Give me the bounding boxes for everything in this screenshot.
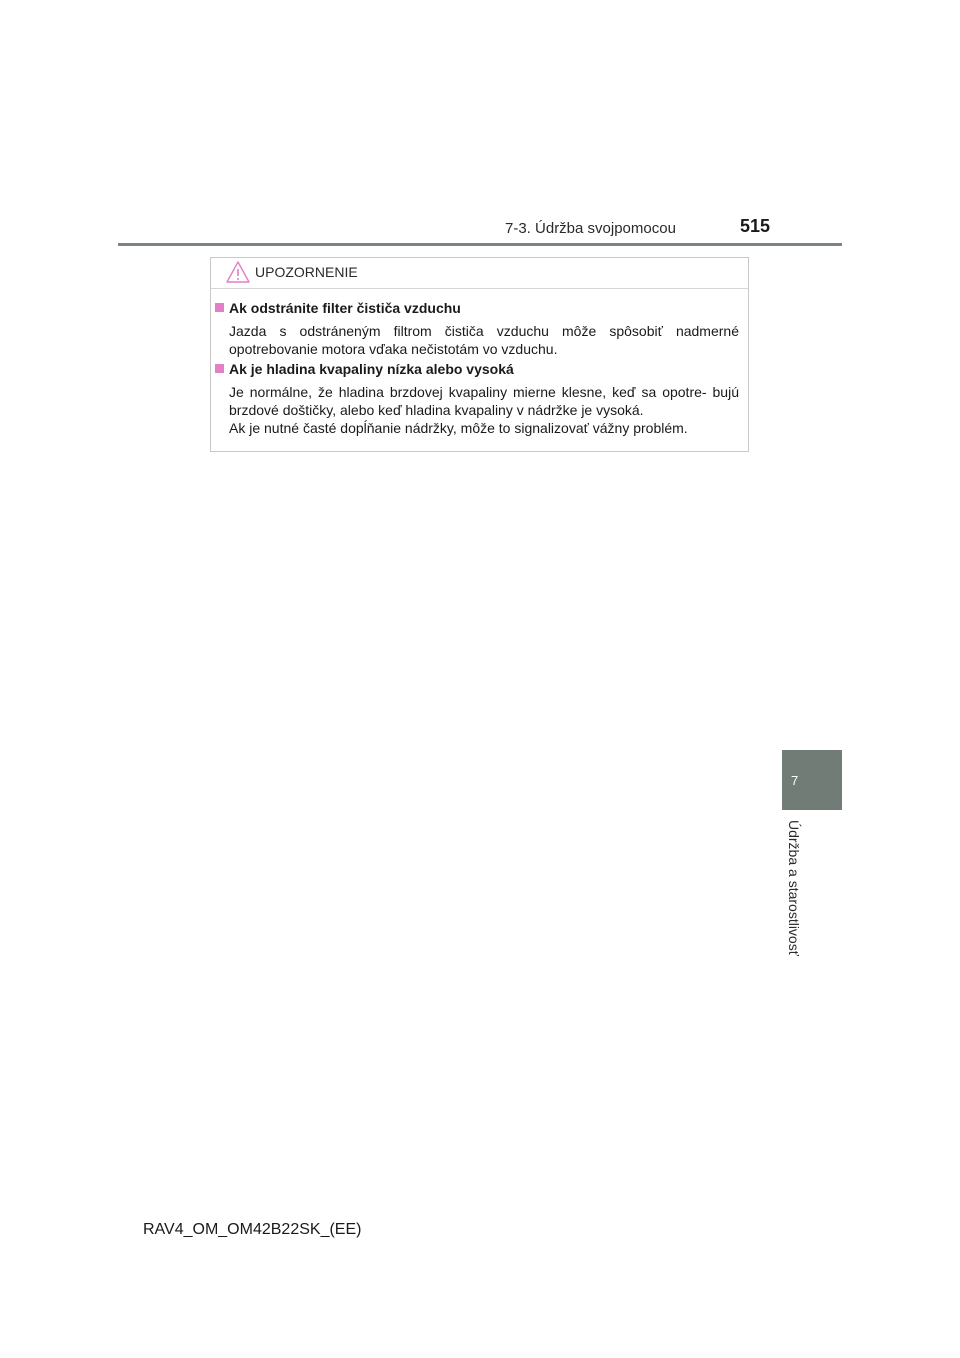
chapter-title: Údržba a starostlivosť bbox=[786, 820, 802, 956]
bullet-square-icon bbox=[215, 364, 224, 373]
chapter-number: 7 bbox=[791, 773, 799, 788]
warning-triangle-icon bbox=[225, 260, 251, 284]
warning-item-heading: Ak je hladina kvapaliny nízka alebo vysoká bbox=[215, 361, 514, 377]
page-number: 515 bbox=[740, 216, 771, 236]
warning-box bbox=[210, 257, 749, 452]
section-title: 7-3. Údržba svojpomocou bbox=[505, 220, 676, 237]
warning-header bbox=[211, 258, 748, 289]
document-code: RAV4_OM_OM42B22SK_(EE) bbox=[143, 1221, 362, 1238]
header-divider bbox=[118, 243, 842, 246]
warning-item-body: Jazda s odstráneným filtrom čističa vzduchu môže spôsobiť nadmerné opotrebovanie motora vďaka nečistotám vo vzduchu. bbox=[229, 323, 739, 357]
bullet-square-icon bbox=[215, 303, 224, 312]
warning-item-body: Je normálne, že hladina brzdovej kvapaliny mierne klesne, keď sa opotre- bujú brzdové doštičky, alebo keď hladina kvapaliny v nádržke je vysoká. Ak je nutné časté dopĺňanie nádržky, môže to signalizovať vážny problém. bbox=[229, 384, 739, 436]
warning-item-heading: Ak odstránite filter čističa vzduchu bbox=[215, 300, 461, 316]
warning-title: UPOZORNENIE bbox=[255, 264, 358, 280]
